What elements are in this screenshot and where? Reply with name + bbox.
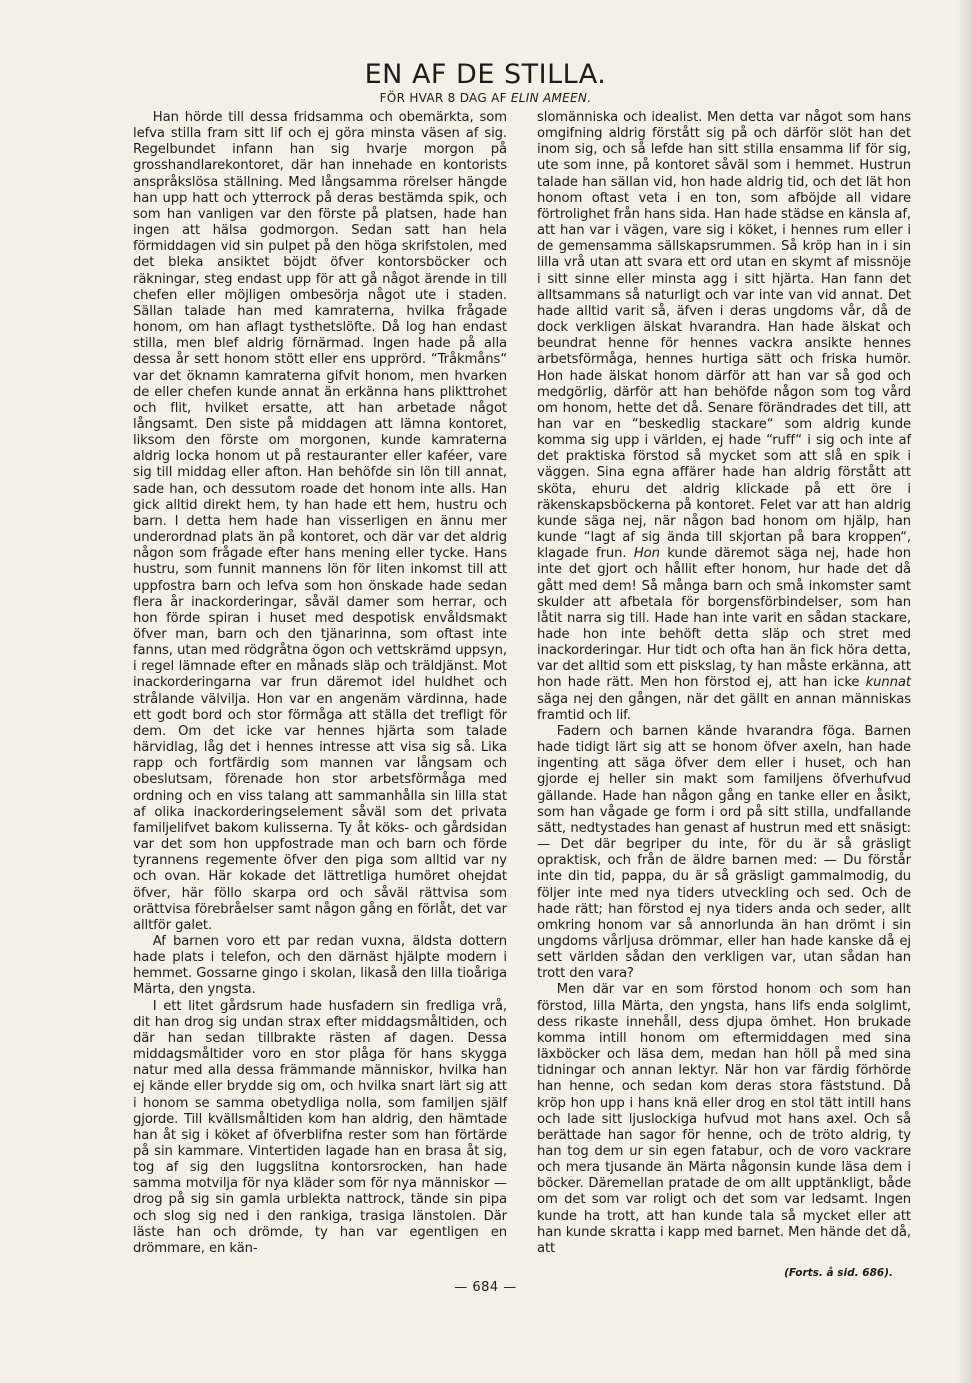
page-edge-shadow: [957, 0, 971, 1383]
text-run: säga nej den gången, när det gällt en annan människas framtid och lif.: [537, 691, 911, 723]
text-run: kunde däremot säga nej, hade hon inte det gjort och hållit efter honom, hur hade det då gått med dem! Så många barn och små inkomster samt skulder att afbetala för borgensförbindelser, som han låtit narra sig till. Hade han inte varit en sådan stackare, hade hon inte behöft detta släp och stret med inackorderingar. Hur tidt och ofta han än fick höra detta, var det alltid som ett piskslag, ty han måste erkänna, att hon hade rätt. Men hon förstod ej, att han icke: [537, 546, 911, 691]
paragraph: Han hörde till dessa fridsamma och obemärkta, som lefva stilla fram sitt lif och ej göra minsta väsen af sig. Regelbundet infann han sig hvarje morgon på grosshandlarekontoret, där han innehade en kontorists anspråkslösa ställning. Med långsamma rörelser hängde han upp hatt och ytterrock på deras bestämda spik, och som han vanligen var den förste på platsen, hade han ingen att hälsa godmorgon. Sedan satt han hela förmiddagen vid sin pulpet på den höga skrifstolen, med det bleka ansiktet böjdt öfver kontorsböcker och räkningar, steg endast upp för att gå något ärende in till chefen eller möjligen ombesörja något ute i staden. Sällan talade han med kamraterna, hvilka frågade honom, om han aflagt tysthetslöfte. Då log han endast stilla, men blef aldrig förnärmad. Ingen hade på alla dessa år sett honom stött eller ens upprörd. “Tråkmåns“ var det öknamn kamraterna gifvit honom, men hvarken de eller chefen kunde annat än erkänna hans plikttrohet och flit, hvilket ersatte, att han arbetade något långsamt. Den siste på middagen att lämna kontoret, liksom den förste om morgonen, kunde kamraterna aldrig locka honom ut på restauranter eller kaféer, vare sig till middag eller afton. Han behöfde sin lön till annat, sade han, och dessutom roade det honom inte alls. Han gick alltid direkt hem, ty han hade ett hem, hustru och barn. I detta hem hade han visserligen en ännu mer underordnad plats än på kontoret, och där var det aldrig någon som frågade efter hans mening eller tycke. Hans hustru, som funnit mannens lön för liten inkomst till att uppfostra barn och lefva som hon önskade hade sedan flera år inackorderingar, såväl damer som herrar, och hon förde spiran i huset med despotisk envåldsmakt öfver man, barn och den tjänarinna, som oftast inte fanns, utan med rödgråtna ögon och vettskrämd uppsyn, i regel lämnade efter en månads släp och träldjänst. Mot inackorderingarna var frun däremot idel huldhet och strålande välvilja. Hon var en angenäm värdinna, hade ett godt bord och stor förmåga att ställa det trefligt för dem. Om det icke var hennes hjärta som talade härvidlag, låg det i hennes intresse att visa sig så. Lika rapp och fortfärdig som mannen var långsam och obeslutsam, förenade hon stor arbetsförmåga med ordning och en viss talang att sammanhålla sin lilla stat af olika inackorderingselement såväl som det privata familjelifvet bakom kulisserna. Ty åt köks- och gårdsidan var det som hon uppfostrade man och barn och förde tyrannens regemente öfver den piga som alltid var ny och ovan. Här kokade det lättretliga humöret ohejdat öfver, här föllo skarpa ord och såväl rättvisa som orättvisa förebråelser samt någon gång en förlåt, det var alltför galet.: [133, 110, 507, 933]
continued-note: (Forts. å sid. 686).: [784, 1267, 893, 1279]
paragraph: [537, 110, 911, 724]
byline-prefix: FÖR HVAR 8 DAG AF: [379, 91, 511, 105]
paragraph: I ett litet gårdsrum hade husfadern sin fredliga vrå, dit han drog sig undan strax efter middagsmåltiden, och där han sedan tillbrakte rästen af dagen. Dessa middagsmåltider voro en stor plåga för hans skygga natur med alla dessa främmande människor, hvilka han ej kände eller brydde sig om, och hvilka snart lärt sig att i honom se samma obetydliga nolla, som familjen själf gjorde. Till kvällsmåltiden kom han aldrig, den hämtade han åt sig i köket af öfverblifna rester som han förtärde på sin kammare. Vintertiden lagade han en brasa åt sig, tog af sig den luggslitna kontorsrocken, han hade samma motvilja för nya kläder som för nya människor — drog på sig sin gamla urblekta nattrock, tände sin pipa och slog sig ned i den rankiga, trasiga länstolen. Där läste han och drömde, ty han var egentligen en drömmare, en kän-: [133, 998, 507, 1256]
right-column: [537, 110, 911, 1257]
text-run: slomänniska och idealist. Men detta var något som hans omgifning aldrig förstått sig på och därför slöt han det inom sig, och så lefde han sitt stilla ensamma lif för sig, ute som inne, på kontoret såväl som i hemmet. Hustrun talade han sällan vid, hon hade aldrig tid, och det lät hon honom oftast veta i en ton, som afböjde all vidare förtrolighet från hans sida. Han hade städse en känsla af, att han var i vägen, vare sig i köket, i hennes rum eller i de gemensamma sällskapsrummen. Så kröp han in i sin lilla vrå utan att svara ett ord utan en skymt af missnöje i sitt sinne eller minsta agg i sitt hjärta. Han fann det alltsammans så naturligt och var inte van vid annat. Det hade alltid varit så, äfven i deras ungdoms vår, då de dock verkligen älskat hvarandra. Han hade älskat och beundrat henne för hennes vackra ansikte hennes arbetsförmåga, hennes hurtiga sätt och friska humör. Hon hade älskat honom därför att han var så god och medgörlig, därför att han behöfde någon som tog vård om honom, hette det då. Senare förändrades det till, att han var en “beskedlig stackare“ som aldrig kunde komma sig upp i världen, ej hade “ruff“ i sig och inte af det praktiska förstod så mycket som att slå en spik i väggen. Sina egna affärer hade han aldrig förstått att sköta, ehuru det aldrig klickade på ett öre i räkenskapsböckerna på kontoret. Felet var att han aldrig kunde säga nej, när någon bad honom om hjälp, han kunde “lagt af sig ända till skjortan på bara kroppen“, klagade frun.: [537, 110, 911, 562]
emphasis-text: Hon: [633, 546, 660, 562]
story-byline: [0, 90, 971, 106]
emphasis-text: kunnat: [865, 675, 911, 691]
author-name: ELIN AMEEN.: [510, 91, 592, 105]
left-column: [133, 110, 507, 1257]
paragraph: Men där var en som förstod honom och som han förstod, lilla Märta, den yngsta, hans lifs enda solglimt, dess rikaste innehåll, dess djupa ömhet. Hon brukade komma intill honom om eftermiddagen med sina läxböcker och läsa dem, medan han höll på med sina tidningar och annan lektyr. När hon var färdig förhörde han henne, och sedan kom deras stora fäststund. Då kröp hon upp i hans knä eller drog en stol tätt intill hans och lade sitt ljuslockiga hufvud mot hans axel. Och så berättade han sagor för henne, och de tröto aldrig, ty han tog dem ur sin egen fatabur, och de voro vackrare och mera tjusande än Märta någonsin kunde läsa dem i böcker. Däremellan pratade de om allt upptänkligt, både om det som var roligt och det som var ledsamt. Ingen kunde ha trott, att han kunde tala så mycket eller att han kunde skratta i kapp med barnet. Men hände det då, att: [537, 982, 911, 1256]
page-number: — 684 —: [454, 1280, 517, 1295]
paragraph: Af barnen voro ett par redan vuxna, äldsta dottern hade plats i telefon, och den därnäst hjälpte modern i hemmet. Gossarne gingo i skolan, likaså den lilla tioåriga Märta, den yngsta.: [133, 933, 507, 998]
story-title: EN AF DE STILLA.: [364, 59, 607, 90]
paragraph: Fadern och barnen kände hvarandra föga. Barnen hade tidigt lärt sig att se honom öfver axeln, han hade ingenting att säga öfver dem eller i huset, och han gjorde ej heller sin makt som familjens öfverhufvud gällande. Hade han någon gång en tanke eller en åsikt, som han vågade ge form i ord på sitt stilla, undfallande sätt, nedtystades han genast af hustrun med ett snäsigt: — Det där begriper du inte, för du är så gräsligt opraktisk, och från de äldre barnen med: — Du förstår inte din tid, pappa, du är så gräsligt gammalmodig, du följer inte med nya tiders utveckling och sed. Och de hade rätt; han förstod ej nya tiders anda och seder, allt omkring honom var så annorlunda än han drömt i sin ungdoms vårljusa drömmar, eller han hade kanske då ej sett världen sådan den verkligen var, utan sådan han trott den vara?: [537, 723, 911, 982]
